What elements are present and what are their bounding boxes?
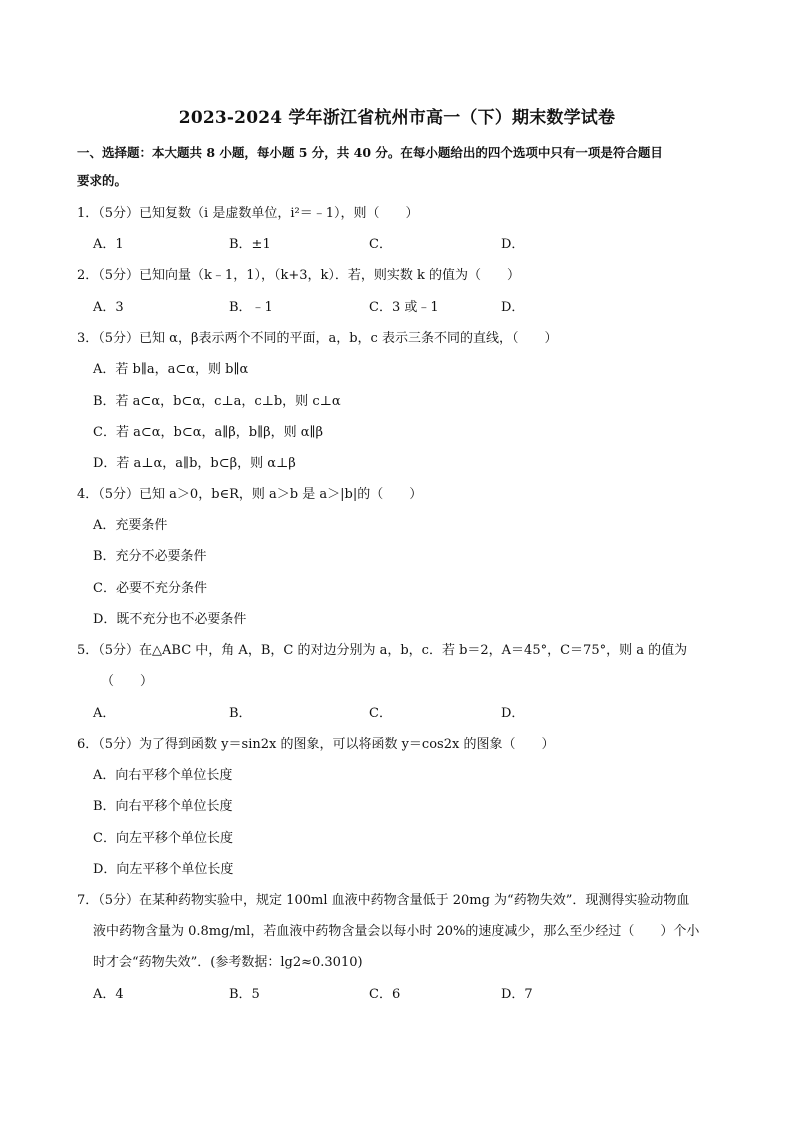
- option-d: D．: [501, 706, 525, 721]
- option-a: A．: [93, 706, 116, 721]
- option-a: A．3: [93, 300, 124, 315]
- question-3-option-a: A．若 b∥a，a⊂α，则 b∥α: [93, 362, 249, 377]
- question-4-option-c: C．必要不充分条件: [93, 581, 207, 596]
- question-6-option-c: C．向左平移个单位长度: [93, 831, 233, 846]
- option-a: A．1: [93, 237, 124, 252]
- question-3-option-b: B．若 a⊂α，b⊂α，c⊥a，c⊥b，则 c⊥α: [93, 394, 341, 409]
- question-6-option-b: B．向右平移个单位长度: [93, 799, 233, 814]
- question-6-option-a: A．向右平移个单位长度: [93, 768, 233, 783]
- section-heading-line-2: 要求的。: [77, 173, 128, 188]
- question-7-stem: 7．（5分）在某种药物实验中，规定 100ml 血液中药物含量低于 20mg 为“药物失效”．现测得实验动物血: [77, 893, 690, 908]
- option-d: D．: [501, 237, 525, 252]
- section-heading: [77, 139, 722, 195]
- exam-title: 2023-2024 学年浙江省杭州市高一（下）期末数学试卷: [178, 108, 616, 128]
- option-a: A．4: [93, 987, 124, 1002]
- option-b: B．5: [229, 987, 260, 1002]
- question-4-stem: 4．（5分）已知 a＞0，b∈R，则 a＞b 是 a＞|b|的（ ）: [77, 487, 423, 502]
- question-5-stem: 5．（5分）在△ABC 中，角 A，B，C 的对边分别为 a，b，c．若 b＝2，A＝45°，C＝75°，则 a 的值为: [77, 643, 688, 658]
- question-2-stem: 2．（5分）已知向量（k﹣1，1），（k+3，k）．若，则实数 k 的值为（ ）: [77, 268, 521, 283]
- question-3-option-c: C．若 a⊂α，b⊂α，a∥β，b∥β，则 α∥β: [93, 425, 324, 440]
- question-3-stem: 3．（5分）已知 α，β表示两个不同的平面，a，b，c 表示三条不同的直线，（ ）: [77, 331, 558, 346]
- question-7-stem-continued-2: 时才会“药物失效”．(参考数据：lg2≈0.3010): [93, 955, 363, 970]
- question-5-stem-continued: （ ）: [101, 674, 154, 689]
- option-c: C．6: [369, 987, 401, 1002]
- option-c: C．3 或﹣1: [369, 300, 439, 315]
- question-3-option-d: D．若 a⊥α，a∥b，b⊂β，则 α⊥β: [93, 456, 296, 471]
- option-c: C．: [369, 237, 392, 252]
- option-b: B．﹣1: [229, 300, 273, 315]
- option-b: B．±1: [229, 237, 271, 252]
- question-6-option-d: D．向左平移个单位长度: [93, 862, 234, 877]
- option-d: D．7: [501, 987, 533, 1002]
- question-4-option-a: A．充要条件: [93, 518, 168, 533]
- option-c: C．: [369, 706, 392, 721]
- question-4-option-b: B．充分不必要条件: [93, 549, 207, 564]
- option-d: D．: [501, 300, 525, 315]
- question-1-stem: 1．（5分）已知复数（i 是虚数单位，i²＝﹣1），则（ ）: [77, 206, 419, 221]
- section-heading-line-1: 一、选择题：本大题共 8 小题，每小题 5 分，共 40 分。在每小题给出的四个选项中只有一项是符合题目: [77, 145, 663, 160]
- question-7-stem-continued: 液中药物含量为 0.8mg/ml，若血液中药物含量会以每小时 20%的速度减少，那么至少经过（ ）个小: [93, 924, 700, 939]
- question-4-option-d: D．既不充分也不必要条件: [93, 612, 247, 627]
- option-b: B．: [229, 706, 252, 721]
- question-6-stem: 6．（5分）为了得到函数 y＝sin2x 的图象，可以将函数 y＝cos2x 的图象（ ）: [77, 737, 555, 752]
